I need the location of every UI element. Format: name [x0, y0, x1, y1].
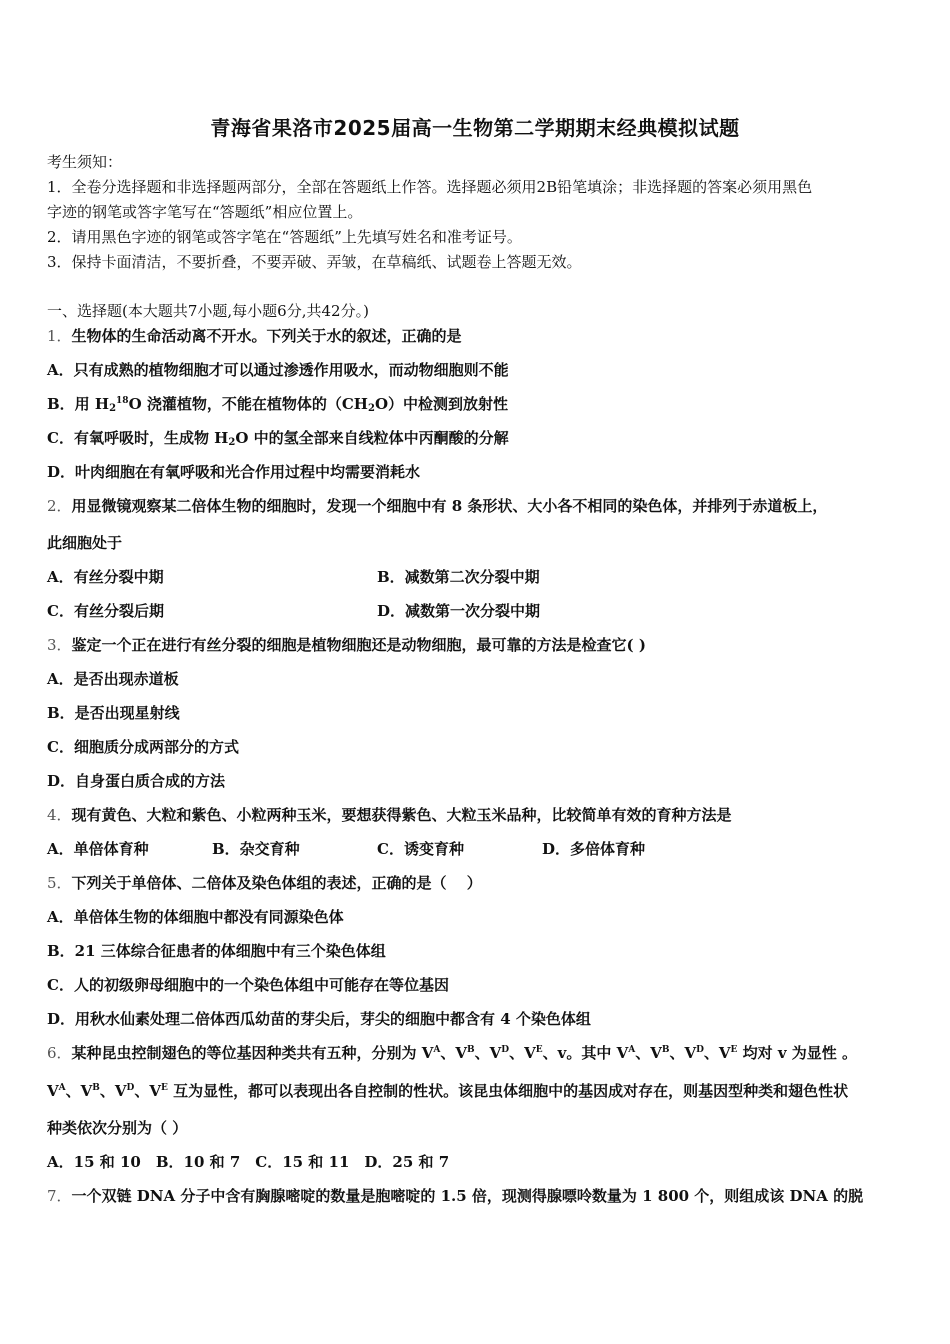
question-number: 4．: [47, 806, 72, 824]
q2-option-a: A．有丝分裂中期: [47, 568, 164, 586]
q3-option-c: C．细胞质分成两部分的方式: [47, 738, 239, 756]
q4-option-c: C．诱变育种: [377, 840, 464, 858]
text-segment: O）中检测到放射性: [374, 395, 509, 413]
subscript: 2: [109, 403, 117, 414]
question-2-stem-cont: 此细胞处于: [47, 534, 123, 552]
text-segment: 某种昆虫控制翅色的等位基因种类共有五种，分别为 V: [71, 1044, 434, 1062]
question-2: [47, 496, 827, 516]
subscript: 2: [228, 437, 236, 448]
notice-item-3: 3．保持卡面清洁，不要折叠，不要弄破、弄皱，在草稿纸、试题卷上答题无效。: [47, 253, 582, 271]
superscript: E: [535, 1045, 543, 1055]
text-segment: 、V: [509, 1044, 536, 1062]
text-segment: B．用 H: [47, 395, 110, 413]
superscript: D: [126, 1083, 135, 1093]
text-segment: 、V: [474, 1044, 502, 1062]
text-segment: 、V: [703, 1044, 731, 1062]
q4-option-d: D．多倍体育种: [542, 840, 646, 858]
q5-option-b: B．21 三体综合征患者的体细胞中有三个染色体组: [47, 942, 386, 960]
q1-option-c: [47, 428, 509, 448]
question-4: [47, 805, 732, 825]
q5-option-a: A．单倍体生物的体细胞中都没有同源染色体: [47, 908, 344, 926]
question-number: 2．: [47, 497, 72, 515]
exam-title: 青海省果洛市2025届高一生物第二学期期末经典模拟试题: [210, 116, 740, 140]
question-number: 6．: [47, 1044, 72, 1062]
question-number: 5．: [47, 874, 72, 892]
text-segment: C．有氧呼吸时，生成物 H: [47, 429, 229, 447]
q1-option-a: A．只有成熟的植物细胞才可以通过渗透作用吸水，而动物细胞则不能: [47, 361, 509, 379]
superscript: A: [628, 1045, 636, 1055]
text-segment: 、v。其中 V: [542, 1044, 629, 1062]
question-6-line-3: 种类依次分别为（ ）: [47, 1119, 188, 1137]
notice-item-1: 1．全卷分选择题和非选择题两部分，全部在答题纸上作答。选择题必须用2B铅笔填涂；非选择题的答案必须用黑色: [47, 178, 813, 196]
q3-option-d: D．自身蛋白质合成的方法: [47, 772, 226, 790]
superscript: E: [160, 1083, 168, 1093]
question-stem: 鉴定一个正在进行有丝分裂的细胞是植物细胞还是动物细胞，最可靠的方法是检查它( ): [71, 636, 646, 654]
question-stem: 下列关于单倍体、二倍体及染色体组的表述，正确的是（ ）: [71, 874, 482, 892]
text-segment: 均对 v 为显性 。: [737, 1044, 858, 1062]
subscript: 2: [367, 403, 375, 414]
text-segment: 互为显性，都可以表现出各自控制的性状。该昆虫体细胞中的基因成对存在，则基因型种类和翅色性状: [167, 1082, 849, 1100]
question-number: 3．: [47, 636, 72, 654]
q6-options: A．15 和 10 B．10 和 7 C．15 和 11 D．25 和 7: [47, 1153, 450, 1171]
question-3: [47, 635, 646, 655]
question-stem: 用显微镜观察某二倍体生物的细胞时，发现一个细胞中有 8 条形状、大小各不相同的染色体，并排列于赤道板上，: [71, 497, 828, 515]
text-segment: 、V: [635, 1044, 662, 1062]
notice-item-2: 2．请用黑色字迹的钢笔或答字笔在“答题纸”上先填写姓名和准考证号。: [47, 228, 522, 246]
superscript: B: [467, 1045, 475, 1055]
text-segment: O 浇灌植物，不能在植物体的（CH: [128, 395, 368, 413]
superscript: B: [661, 1045, 670, 1055]
question-1: [47, 326, 462, 346]
q3-option-b: B．是否出现星射线: [47, 704, 180, 722]
q1-option-b: [47, 394, 508, 414]
superscript: A: [433, 1045, 441, 1055]
superscript: D: [696, 1045, 704, 1055]
text-segment: O 中的氢全部来自线粒体中丙酮酸的分解: [235, 429, 509, 447]
notice-heading: 考生须知：: [47, 153, 123, 171]
superscript: B: [92, 1083, 100, 1093]
text-segment: 、V: [65, 1082, 93, 1100]
superscript: E: [730, 1045, 738, 1055]
question-stem: 现有黄色、大粒和紫色、小粒两种玉米，要想获得紫色、大粒玉米品种，比较简单有效的育种方法是: [71, 806, 732, 824]
question-6: [47, 1043, 857, 1063]
question-6-line-2: [47, 1081, 848, 1101]
q3-option-a: A．是否出现赤道板: [47, 670, 179, 688]
text-segment: V: [47, 1082, 59, 1100]
question-stem: 生物体的生命活动离不开水。下列关于水的叙述，正确的是: [71, 327, 462, 345]
q2-option-c: C．有丝分裂后期: [47, 602, 164, 620]
q4-option-b: B．杂交育种: [212, 840, 300, 858]
question-number: 1．: [47, 327, 72, 345]
notice-item-1-cont: 字迹的钢笔或答字笔写在“答题纸”相应位置上。: [47, 203, 363, 221]
text-segment: 、V: [440, 1044, 468, 1062]
q2-option-b: B．减数第二次分裂中期: [377, 568, 540, 586]
q2-option-d: D．减数第一次分裂中期: [377, 602, 541, 620]
question-number: 7．: [47, 1187, 72, 1205]
question-5: [47, 873, 482, 893]
q1-option-d: D．叶肉细胞在有氧呼吸和光合作用过程中均需要消耗水: [47, 463, 421, 481]
text-segment: 、V: [134, 1082, 161, 1100]
superscript: D: [501, 1045, 510, 1055]
text-segment: 、V: [99, 1082, 127, 1100]
q4-option-a: A．单倍体育种: [47, 840, 149, 858]
superscript: A: [58, 1083, 66, 1093]
text-segment: 、V: [669, 1044, 697, 1062]
question-stem: 一个双链 DNA 分子中含有胸腺嘧啶的数量是胞嘧啶的 1.5 倍，现测得腺嘌呤数量为 1 800 个，则组成该 DNA 的脱: [71, 1187, 864, 1205]
q5-option-d: D．用秋水仙素处理二倍体西瓜幼苗的芽尖后，芽尖的细胞中都含有 4 个染色体组: [47, 1010, 591, 1028]
section-heading: 一、选择题(本大题共7小题,每小题6分,共42分。): [47, 302, 369, 320]
question-7: [47, 1186, 863, 1206]
q5-option-c: C．人的初级卵母细胞中的一个染色体组中可能存在等位基因: [47, 976, 449, 994]
superscript: 18: [116, 396, 129, 406]
